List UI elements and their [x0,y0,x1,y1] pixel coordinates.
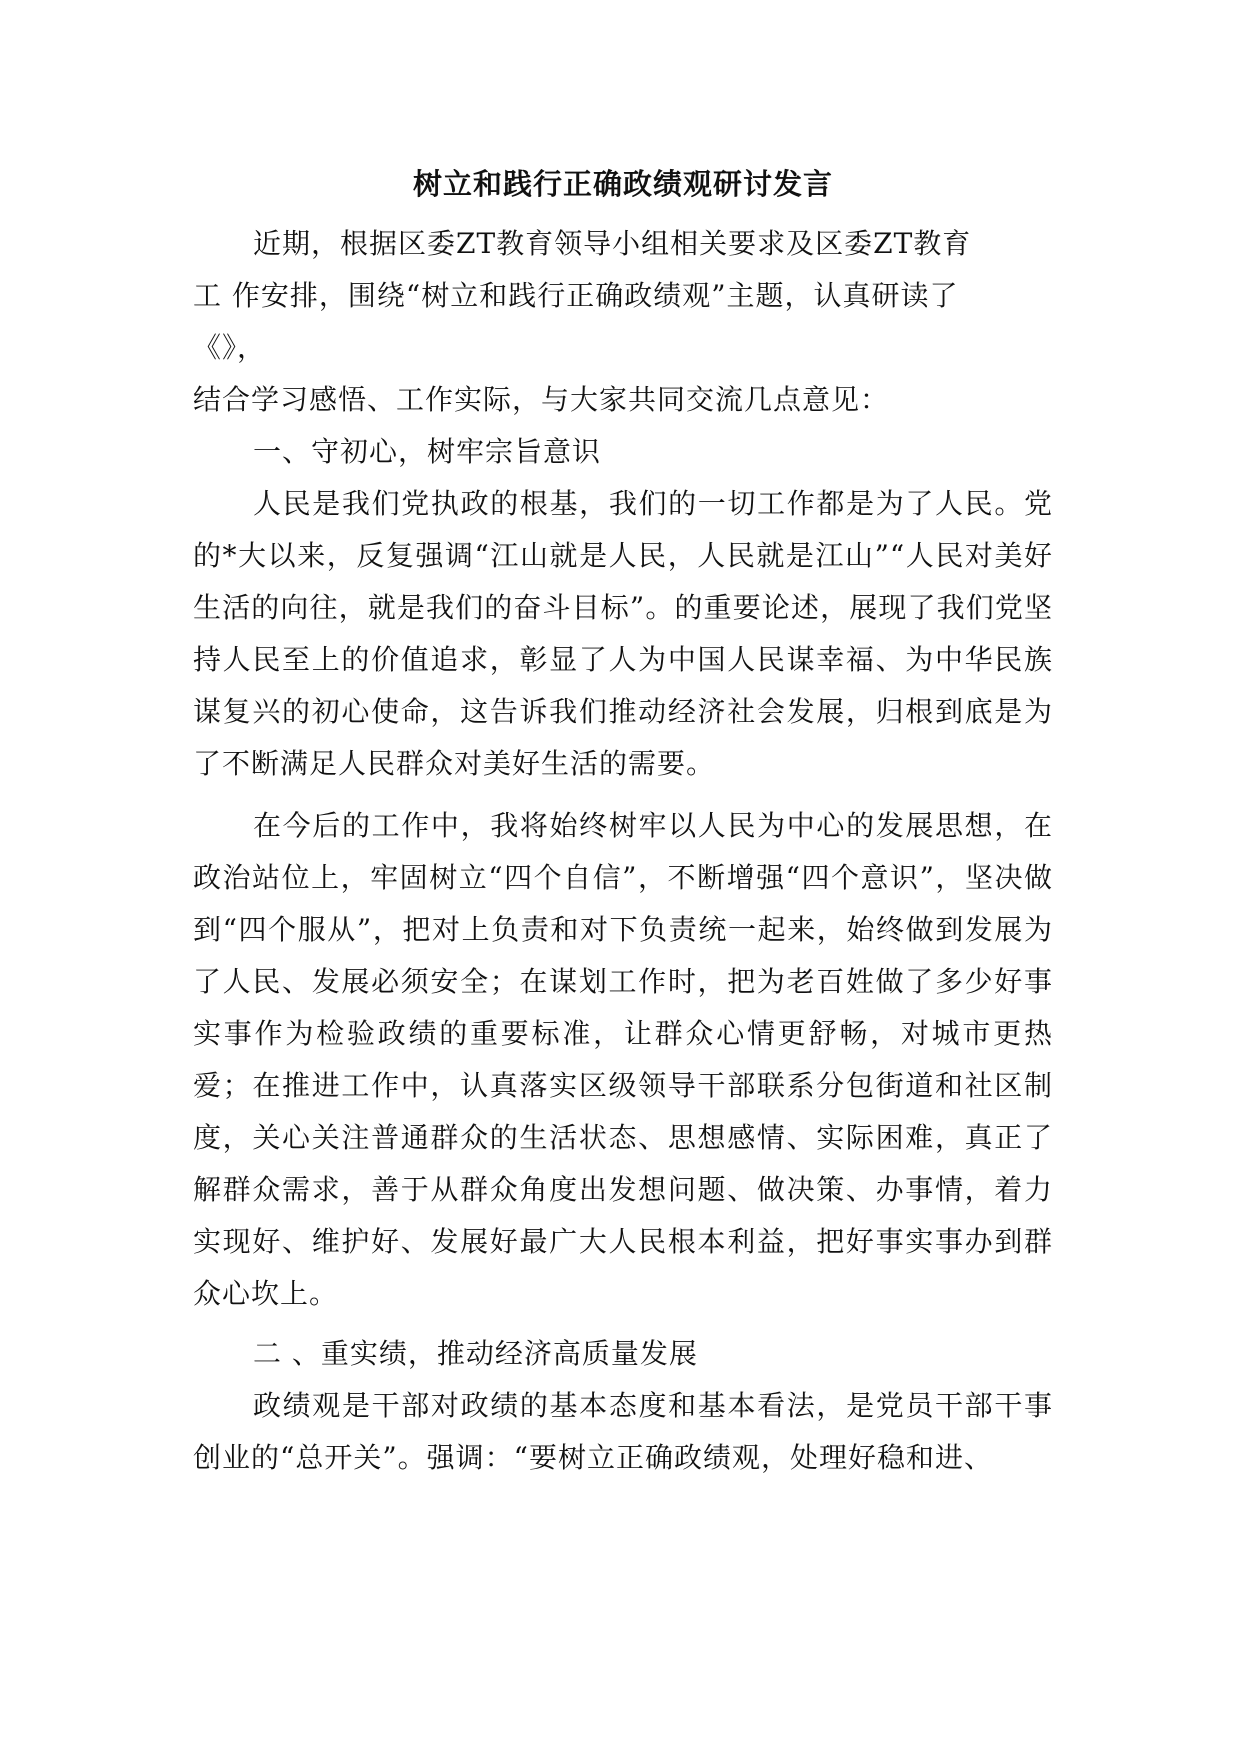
section-1-paragraph-2: 在今后的工作中，我将始终树牢以人民为中心的发展思想，在政治站位上，牢固树立“四个自信”，不断增强“四个意识”，坚决做到“四个服从”，把对上负责和对下负责统一起来，始终做到发展为了人民、发展必须安全；在谋划工作时，把为老百姓做了多少好事实事作为检验政绩的重要标准，让群众心情更舒畅，对城市更热爱；在推进工作中，认真落实区级领导干部联系分包街道和社区制度，关心关注普通群众的生活状态、思想感情、实际困难，真正了解群众需求，善于从群众角度出发想问题、做决策、办事情，着力实现好、维护好、发展好最广大人民根本利益，把好事实事办到群众心坎上。 [193,809,1053,1310]
document-title: 树立和践行正确政绩观研讨发言 [412,167,833,201]
intro-line-1: 近期，根据区委ZT教育领导小组相关要求及区委ZT教育 [253,227,972,260]
section-2-heading: 二 、重实绩，推动经济高质量发展 [253,1337,698,1370]
intro-line-2: 工 作安排，围绕“树立和践行正确政绩观”主题，认真研读了 [193,279,959,312]
section-2-paragraph-1: 政绩观是干部对政绩的基本态度和基本看法，是党员干部干事创业的“总开关”。强调：“要树立正确政绩观，处理好稳和进、 [193,1389,1053,1474]
intro-line-3: 《》， [193,331,267,364]
document-body [193,160,1053,1484]
section-1-paragraph-1: 人民是我们党执政的根基，我们的一切工作都是为了人民。党的*大以来，反复强调“江山就是人民，人民就是江山”“人民对美好生活的向往，就是我们的奋斗目标”。的重要论述，展现了我们党坚持人民至上的价值追求，彰显了人为中国人民谋幸福、为中华民族谋复兴的初心使命，这告诉我们推动经济社会发展，归根到底是为了不断满足人民群众对美好生活的需要。 [193,487,1053,780]
intro-line-4: 结合学习感悟、工作实际，与大家共同交流几点意见： [193,383,890,416]
section-1-heading: 一、守初心，树牢宗旨意识 [253,435,602,468]
